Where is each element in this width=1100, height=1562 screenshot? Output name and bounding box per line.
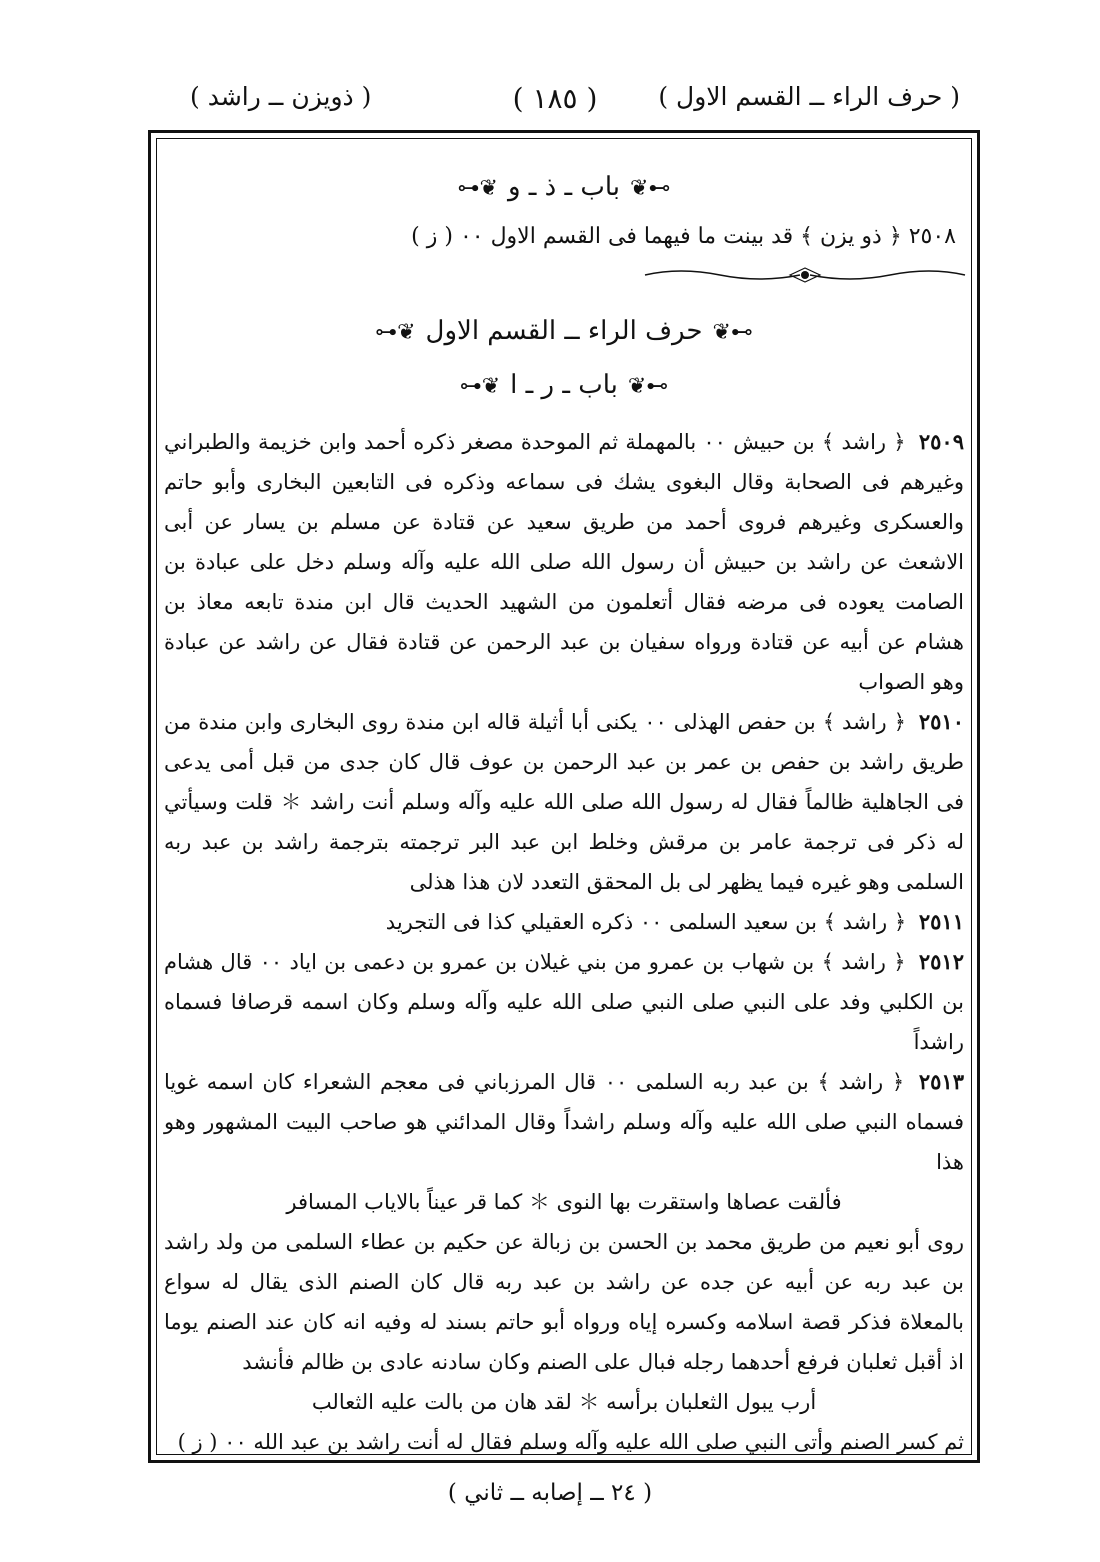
entry-2509 <box>158 422 970 702</box>
section-heading-harf-ra <box>158 304 970 358</box>
entry-2512 <box>158 942 970 1062</box>
ornament-icon: ⊶❦ <box>627 374 669 399</box>
entry-2510 <box>158 702 970 902</box>
entry-number: ٢٥٠٩ <box>918 429 964 454</box>
ornament-icon: ⊶❦ <box>712 320 753 345</box>
ornament-icon: ❦⊷ <box>375 320 416 345</box>
entry-text: ﴿ راشد ﴾ بن حبيش ٠٠ بالمهملة ثم الموحدة مصغر ذكره أحمد وابن خزيمة والطبراني وغيرهم فى الصحابة وقال البغوى يشك فى سماعه وذكره فى التابعين البخارى وأبو حاتم والعسكرى وغيرهم فروى أحمد من طريق سعيد عن قتادة عن مسلم بن يسار عن أبى الاشعث عن راشد بن حبيش أن رسول الله صلى الله عليه وآله وسلم دخل على عبادة بن الصامت يعوده فى مرضه فقال أتعلمون من الشهيد الحديث قال ابن مندة تابعه معاذ بن هشام عن أبيه عن قتادة ورواه سفيان بن عبد الرحمن عن قتادة فقال عن راشد عن عبادة وهو الصواب <box>164 430 964 694</box>
header-entry-range: ( ذويزن ــ راشد ) <box>190 82 372 111</box>
entry-text: ﴿ راشد ﴾ بن شهاب بن عمرو من بني غيلان بن عمرو بن دعمى بن اياد ٠٠ قال هشام بن الكلبي وفد على النبي صلى النبي صلى الله عليه وآله وسلم وكان اسمه قرصافا فسماه راشداً <box>164 950 964 1054</box>
ornamental-divider <box>640 264 970 286</box>
header-chapter-title: ( حرف الراء ــ القسم الاول ) <box>658 82 960 111</box>
entry-number: ٢٥١٠ <box>918 709 964 734</box>
entry-number: ٢٥١١ <box>918 909 964 934</box>
page-number: ( ١٨٥ ) <box>512 82 598 115</box>
entry-number: ٢٥١٣ <box>918 1069 964 1094</box>
section-heading-text: باب ـ ر ـ ا <box>510 370 618 400</box>
section-heading-dhal-waw <box>158 160 970 214</box>
verse-line: أرب يبول الثعلبان برأسه ＊ لقد هان من بالت عليه الثعالب <box>311 1390 817 1414</box>
entry-text: ﴿ راشد ﴾ بن حفص الهذلى ٠٠ يكنى أبا أثيلة قاله ابن مندة روى البخارى وابن مندة من طريق راشد بن حفص بن عمر بن عبد الرحمن بن عوف قال كان جدى من قبل أمى يدعى فى الجاهلية ظالماً فقال له رسول الله صلى الله عليه وآله وسلم أنت راشد ＊ قلت وسيأتي له ذكر فى ترجمة عامر بن مرقش وخلط ابن عبد البر ترجمته بترجمة راشد بن عبد ربه السلمى وهو غيره فيما يظهر لى بل المحقق التعدد لان هذا هذلى <box>164 710 964 894</box>
entry-2513 <box>158 1062 970 1182</box>
section-heading-text: باب ـ ذ ـ و <box>507 172 621 202</box>
entry-2508: ٢٥٠٨ ﴿ ذو يزن ﴾ قد بينت ما فيهما فى القسم الاول ٠٠ ( ز ) <box>411 224 956 249</box>
entry-continuation: روى أبو نعيم من طريق محمد بن الحسن بن زبالة عن حكيم بن عطاء السلمى من ولد راشد بن عبد ربه عن أبيه عن جده عن راشد بن عبد ربه قال كان الصنم الذى يقال له سواع بالمعلاة فذكر قصة اسلامه وكسره إياه ورواه أبو حاتم بسند له وفيه انه كان عند الصنم يوما اذ أقبل ثعلبان فرفع أحدهما رجله فبال على الصنم وكان سادنه عادى بن ظالم فأنشد <box>164 1230 964 1374</box>
section-heading-text: حرف الراء ــ القسم الاول <box>425 316 703 346</box>
ornament-icon: ⊶❦ <box>630 176 671 201</box>
entry-text: ﴿ راشد ﴾ بن عبد ربه السلمى ٠٠ قال المرزباني فى معجم الشعراء كان اسمه غويا فسماه النبي صلى الله عليه وآله وسلم راشداً وقال المدائني هو صاحب البيت المشهور وهو هذا <box>164 1070 964 1174</box>
entry-number: ٢٥١٢ <box>918 949 964 974</box>
entry-text: ﴿ راشد ﴾ بن سعيد السلمى ٠٠ ذكره العقيلي كذا فى التجريد <box>385 910 907 934</box>
running-head <box>150 82 960 122</box>
ornament-icon: ❦⊷ <box>459 374 501 399</box>
page-body <box>158 160 970 1462</box>
section-heading-ra-alif <box>158 358 970 412</box>
printer-signature: ( ٢٤ ــ إصابه ــ ثاني ) <box>447 1480 653 1506</box>
verse-line: فألقت عصاها واستقرت بها النوى ＊ كما قر عيناً بالاياب المسافر <box>286 1190 842 1214</box>
ornament-icon: ❦⊷ <box>457 176 498 201</box>
entry-continuation: ثم كسر الصنم وأتى النبي صلى الله عليه وآله وسلم فقال له أنت راشد بن عبد الله ٠٠ ( ز ) <box>177 1430 964 1454</box>
entry-2511 <box>158 902 970 942</box>
